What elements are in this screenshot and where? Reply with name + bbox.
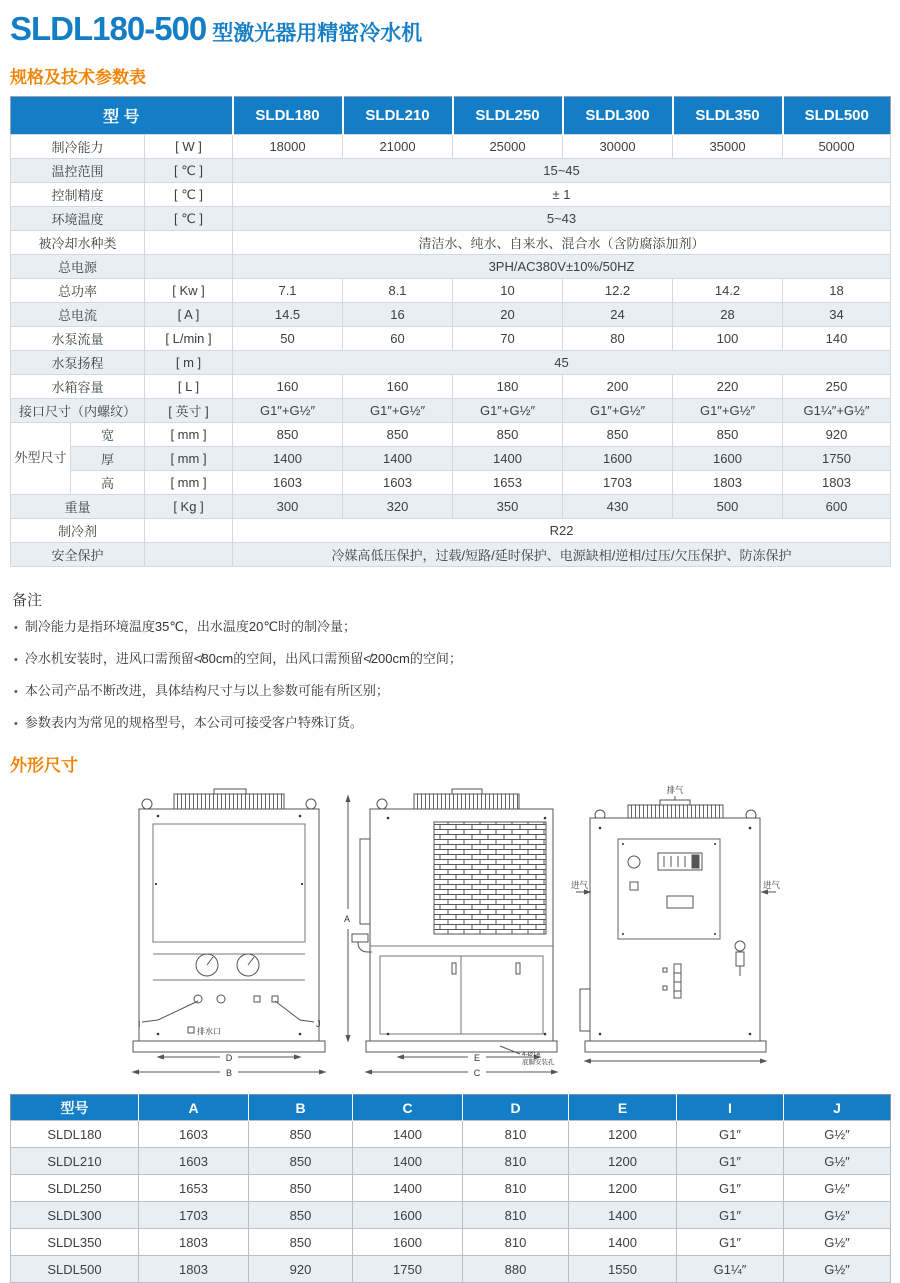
dim-row [11,1175,891,1202]
spec-value-cell: 12.2 [563,279,673,303]
spec-row-label: 厚 [71,447,145,471]
spec-model-header: SLDL300 [563,97,673,135]
spec-unit-cell [145,231,233,255]
spec-model-header: SLDL180 [233,97,343,135]
spec-merged-value: 3PH/AC380V±10%/50HZ [233,255,891,279]
spec-value-cell: 60 [343,327,453,351]
spec-table-body [11,135,891,567]
dim-value-cell: G1″ [677,1121,784,1148]
spec-value-cell: 8.1 [343,279,453,303]
spec-value-cell: 250 [783,375,891,399]
spec-unit-cell: [ ℃ ] [145,183,233,207]
spec-merged-value: 15~45 [233,159,891,183]
spec-value-cell: 1400 [343,447,453,471]
dim-value-cell: 1600 [353,1202,463,1229]
spec-unit-cell [145,255,233,279]
spec-row [11,207,891,231]
back-intake-right-label: 进气 [763,880,781,890]
spec-corner-header: 型 号 [11,97,233,135]
spec-value-cell: 160 [343,375,453,399]
dim-value-cell: 1200 [569,1148,677,1175]
spec-row-label: 安全保护 [11,543,145,567]
spec-row-label: 高 [71,471,145,495]
spec-value-cell: 10 [453,279,563,303]
note-bullet-icon: • [14,718,18,730]
spec-unit-cell: [ W ] [145,135,233,159]
dim-model-cell: SLDL180 [11,1121,139,1148]
note-item [14,712,890,731]
note-text: 制冷能力是指环境温度35℃，出水温度20℃时的制冷量； [24,619,356,634]
dim-value-cell: G1″ [677,1175,784,1202]
dim-column-header: D [463,1095,569,1121]
dim-value-cell: 850 [249,1148,353,1175]
spec-unit-cell: [ mm ] [145,423,233,447]
dim-value-cell: G1″ [677,1148,784,1175]
dim-value-cell: 810 [463,1148,569,1175]
side-dim-label-c: C [473,1068,481,1078]
spec-unit-cell: [ A ] [145,303,233,327]
product-subtitle: 型激光器用精密冷水机 [212,22,423,45]
side-holes-note-line1: 4-Ø14 [522,1051,541,1058]
front-dim-label-b: B [225,1068,233,1078]
spec-value-cell: 850 [563,423,673,447]
spec-unit-cell: [ Kw ] [145,279,233,303]
dim-model-cell: SLDL250 [11,1175,139,1202]
back-intake-left-label: 进气 [571,880,589,890]
spec-row-label: 水箱容量 [11,375,145,399]
spec-value-cell: 20 [453,303,563,327]
spec-value-cell: 1600 [673,447,783,471]
spec-value-cell: 1603 [233,471,343,495]
dim-value-cell: G1¼″ [677,1256,784,1283]
spec-row [11,303,891,327]
dim-value-cell: 1400 [353,1175,463,1202]
dim-row [11,1121,891,1148]
spec-value-cell: 300 [233,495,343,519]
dim-column-header: J [784,1095,891,1121]
spec-value-cell: 350 [453,495,563,519]
spec-value-cell: 35000 [673,135,783,159]
dim-model-cell: SLDL350 [11,1229,139,1256]
dim-header-row [11,1095,891,1121]
spec-group-label: 外型尺寸 [11,423,71,495]
spec-value-cell: 7.1 [233,279,343,303]
spec-value-cell: 140 [783,327,891,351]
spec-value-cell: 850 [233,423,343,447]
spec-value-cell: 50000 [783,135,891,159]
front-dim-label-j: J [316,1019,321,1029]
spec-unit-cell [145,519,233,543]
spec-row-label: 温控范围 [11,159,145,183]
spec-merged-value: 冷媒高低压保护，过载/短路/延时保护、电源缺相/逆相/过压/欠压保护、防冻保护 [233,543,891,567]
dim-value-cell: 1400 [569,1202,677,1229]
dim-column-header: A [139,1095,249,1121]
spec-value-cell: 18 [783,279,891,303]
spec-unit-cell: [ L ] [145,375,233,399]
spec-value-cell: 160 [233,375,343,399]
spec-row [11,231,891,255]
spec-unit-cell: [ 英寸 ] [145,399,233,423]
dim-value-cell: G½″ [784,1229,891,1256]
spec-row [11,255,891,279]
spec-value-cell: 220 [673,375,783,399]
dim-value-cell: 1703 [139,1202,249,1229]
spec-row-label: 总电源 [11,255,145,279]
spec-value-cell: 1653 [453,471,563,495]
dim-column-header: B [249,1095,353,1121]
dim-value-cell: G½″ [784,1121,891,1148]
note-bullet-icon: • [14,686,18,698]
spec-header-row [11,97,891,135]
spec-value-cell: 50 [233,327,343,351]
spec-value-cell: 320 [343,495,453,519]
spec-value-cell: G1″+G½″ [673,399,783,423]
spec-row [11,447,891,471]
spec-value-cell: 1603 [343,471,453,495]
spec-value-cell: 1400 [233,447,343,471]
spec-value-cell: 180 [453,375,563,399]
spec-value-cell: 100 [673,327,783,351]
dim-value-cell: 1600 [353,1229,463,1256]
dim-value-cell: G½″ [784,1175,891,1202]
spec-row [11,327,891,351]
spec-value-cell: 1803 [673,471,783,495]
spec-value-cell: 1703 [563,471,673,495]
spec-value-cell: 850 [343,423,453,447]
spec-value-cell: 18000 [233,135,343,159]
dim-value-cell: 850 [249,1121,353,1148]
dim-model-cell: SLDL300 [11,1202,139,1229]
spec-row-label: 总功率 [11,279,145,303]
dim-value-cell: 1603 [139,1148,249,1175]
spec-row-label: 制冷能力 [11,135,145,159]
section-title-spec: 规格及技术参数表 [10,68,146,87]
dim-model-cell: SLDL210 [11,1148,139,1175]
spec-row [11,399,891,423]
notes-list [10,616,890,731]
spec-merged-value: R22 [233,519,891,543]
spec-row-label: 重量 [11,495,145,519]
spec-row [11,543,891,567]
side-holes-note-line2: 底脚安装孔 [522,1059,555,1066]
spec-value-cell: 1750 [783,447,891,471]
dim-value-cell: 1803 [139,1229,249,1256]
dim-value-cell: 1400 [353,1148,463,1175]
front-dim-label-i: I [138,1019,141,1029]
spec-value-cell: 430 [563,495,673,519]
spec-row-label: 被冷却水种类 [11,231,145,255]
product-model: SLDL180-500 [10,10,207,47]
dim-value-cell: 850 [249,1202,353,1229]
spec-value-cell: 600 [783,495,891,519]
spec-unit-cell: [ L/min ] [145,327,233,351]
front-drain-label: 排水口 [197,1027,221,1036]
dimension-drawings [10,784,890,1084]
note-item [14,616,890,635]
spec-model-header: SLDL500 [783,97,891,135]
dim-value-cell: 1653 [139,1175,249,1202]
dim-column-header: 型号 [11,1095,139,1121]
spec-row [11,375,891,399]
section-title-dims: 外形尺寸 [10,756,78,775]
spec-merged-value: 45 [233,351,891,375]
dim-value-cell: 880 [463,1256,569,1283]
dim-column-header: I [677,1095,784,1121]
dim-value-cell: 810 [463,1202,569,1229]
dim-row [11,1148,891,1175]
spec-value-cell: 24 [563,303,673,327]
spec-model-header: SLDL210 [343,97,453,135]
dimension-table [10,1094,891,1283]
spec-row-label: 宽 [71,423,145,447]
spec-row [11,423,891,447]
dim-value-cell: 810 [463,1121,569,1148]
spec-value-cell: 200 [563,375,673,399]
dim-model-cell: SLDL500 [11,1256,139,1283]
spec-value-cell: 1600 [563,447,673,471]
spec-row-label: 接口尺寸（内螺纹） [11,399,145,423]
note-bullet-icon: • [14,654,18,666]
drawing-back-view [570,784,782,1080]
note-text: 参数表内为常见的规格型号，本公司可接受客户特殊订货。 [24,715,363,730]
dim-value-cell: 850 [249,1175,353,1202]
dim-value-cell: G½″ [784,1256,891,1283]
spec-row [11,519,891,543]
spec-value-cell: 28 [673,303,783,327]
spec-row [11,471,891,495]
spec-row-label: 制冷剂 [11,519,145,543]
spec-unit-cell: [ mm ] [145,447,233,471]
dim-value-cell: 810 [463,1175,569,1202]
spec-row-label: 总电流 [11,303,145,327]
spec-row [11,135,891,159]
spec-value-cell: 80 [563,327,673,351]
side-dim-label-e: E [473,1053,481,1063]
spec-unit-cell: [ Kg ] [145,495,233,519]
side-dim-label-a: A [344,914,351,924]
spec-value-cell: 1803 [783,471,891,495]
note-text: 本公司产品不断改进，具体结构尺寸与以上参数可能有所区别； [24,683,389,698]
notes-title: 备注 [12,592,43,609]
spec-model-header: SLDL350 [673,97,783,135]
spec-value-cell: G1″+G½″ [563,399,673,423]
spec-unit-cell: [ ℃ ] [145,159,233,183]
note-text: 冷水机安装时，进风口需预留≮80cm的空间，出风口需预留≮200cm的空间； [24,651,462,666]
spec-unit-cell: [ m ] [145,351,233,375]
dim-column-header: E [569,1095,677,1121]
dim-row [11,1256,891,1283]
spec-unit-cell: [ mm ] [145,471,233,495]
spec-value-cell: 500 [673,495,783,519]
spec-value-cell: 1400 [453,447,563,471]
spec-row-label: 环境温度 [11,207,145,231]
spec-value-cell: G1″+G½″ [453,399,563,423]
spec-value-cell: 21000 [343,135,453,159]
spec-row [11,183,891,207]
spec-row [11,159,891,183]
dim-value-cell: G1″ [677,1229,784,1256]
dim-value-cell: 1400 [569,1229,677,1256]
spec-value-cell: G1″+G½″ [233,399,343,423]
dim-value-cell: 1550 [569,1256,677,1283]
spec-row-label: 控制精度 [11,183,145,207]
spec-merged-value: 清洁水、纯水、自来水、混合水（含防腐添加剂） [233,231,891,255]
spec-row-label: 水泵扬程 [11,351,145,375]
spec-merged-value: ± 1 [233,183,891,207]
spec-value-cell: 25000 [453,135,563,159]
dim-row [11,1229,891,1256]
spec-unit-cell [145,543,233,567]
spec-value-cell: 14.2 [673,279,783,303]
spec-value-cell: G1″+G½″ [343,399,453,423]
spec-model-header: SLDL250 [453,97,563,135]
dim-table-body [11,1121,891,1283]
spec-value-cell: G1¼″+G½″ [783,399,891,423]
dim-value-cell: 1803 [139,1256,249,1283]
spec-value-cell: 70 [453,327,563,351]
spec-row [11,351,891,375]
dim-value-cell: 920 [249,1256,353,1283]
back-exhaust-label: 排气 [666,785,684,795]
spec-value-cell: 850 [453,423,563,447]
dim-column-header: C [353,1095,463,1121]
dim-value-cell: 1603 [139,1121,249,1148]
dim-value-cell: 850 [249,1229,353,1256]
dim-value-cell: 1200 [569,1175,677,1202]
dim-value-cell: 810 [463,1229,569,1256]
spec-row [11,279,891,303]
spec-row-label: 水泵流量 [11,327,145,351]
note-item [14,648,890,667]
drawing-front-view [128,784,330,1080]
dim-value-cell: 1200 [569,1121,677,1148]
spec-table [10,96,891,567]
dim-value-cell: G½″ [784,1148,891,1175]
spec-value-cell: 34 [783,303,891,327]
spec-value-cell: 16 [343,303,453,327]
dim-value-cell: 1400 [353,1121,463,1148]
spec-value-cell: 850 [673,423,783,447]
page-title [10,10,890,48]
spec-row [11,495,891,519]
dim-value-cell: G½″ [784,1202,891,1229]
spec-value-cell: 920 [783,423,891,447]
dim-value-cell: G1″ [677,1202,784,1229]
spec-value-cell: 30000 [563,135,673,159]
drawing-side-view [340,784,566,1080]
dim-value-cell: 1750 [353,1256,463,1283]
spec-value-cell: 14.5 [233,303,343,327]
spec-merged-value: 5~43 [233,207,891,231]
note-item [14,680,890,699]
spec-unit-cell: [ ℃ ] [145,207,233,231]
dim-row [11,1202,891,1229]
note-bullet-icon: • [14,622,18,634]
front-dim-label-d: D [225,1053,233,1063]
